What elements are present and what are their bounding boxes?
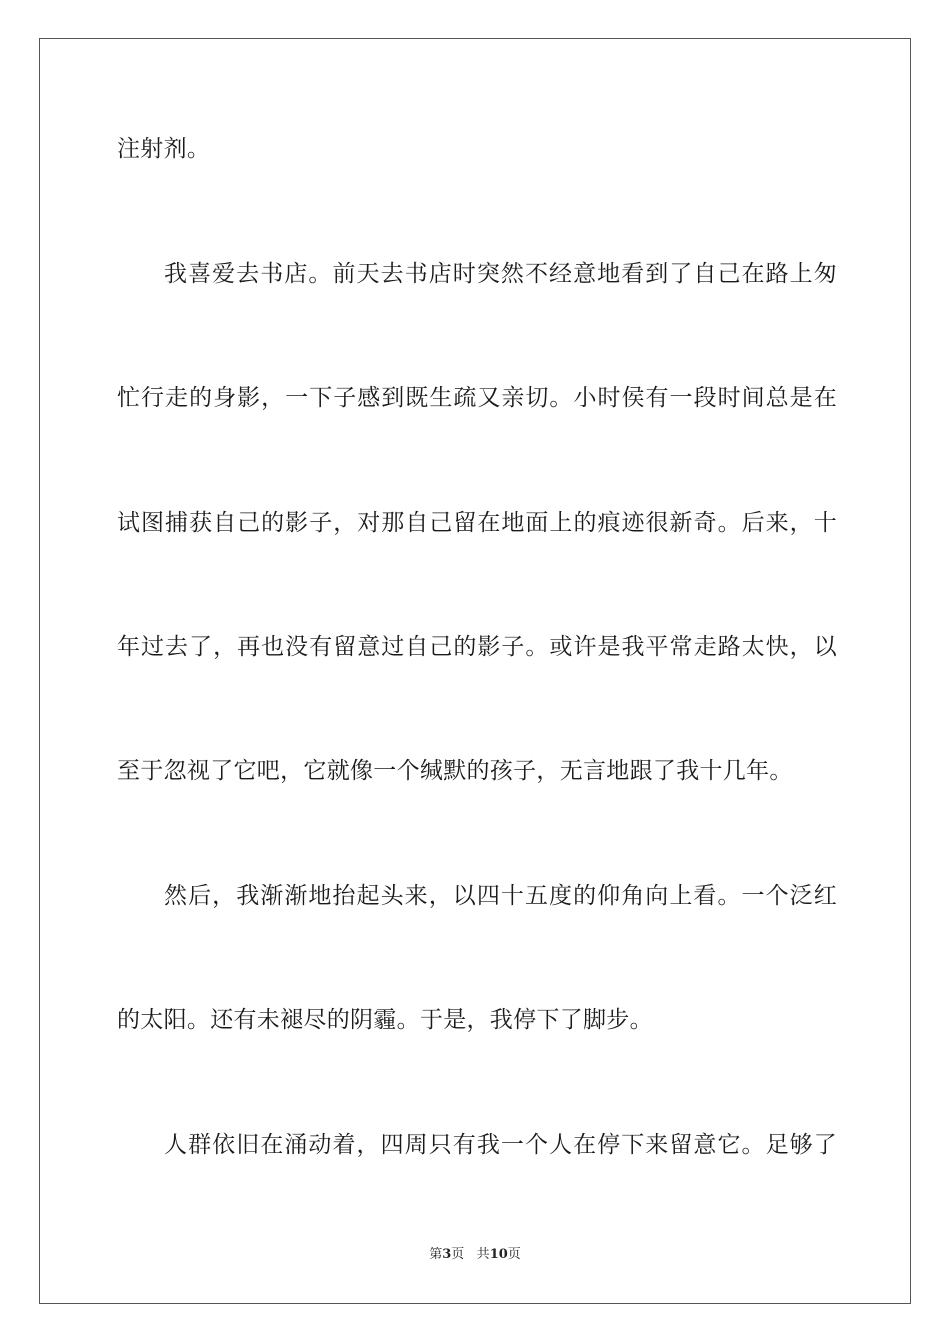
page-label-suffix: 页 bbox=[451, 1247, 465, 1262]
total-page-number: 10 bbox=[489, 1247, 508, 1262]
paragraph-line-9: 人群依旧在涌动着，四周只有我一个人在停下来留意它。足够了 bbox=[164, 1132, 837, 1158]
paragraph-line-4: 试图捕获自己的影子，对那自己留在地面上的痕迹很新奇。后来，十 bbox=[117, 510, 837, 536]
paragraph-line-1: 注射剂。 bbox=[117, 136, 211, 162]
paragraph-line-7: 然后，我渐渐地抬起头来，以四十五度的仰角向上看。一个泛红 bbox=[164, 883, 837, 909]
page-footer bbox=[0, 1246, 950, 1264]
paragraph-line-5: 年过去了，再也没有留意过自己的影子。或许是我平常走路太快，以 bbox=[117, 634, 837, 660]
page-label-prefix: 第 bbox=[429, 1247, 443, 1262]
current-page-number: 3 bbox=[442, 1247, 452, 1262]
paragraph-line-6: 至于忽视了它吧，它就像一个缄默的孩子，无言地跟了我十几年。 bbox=[117, 758, 793, 784]
total-label-prefix: 共 bbox=[476, 1247, 490, 1262]
paragraph-line-3: 忙行走的身影，一下子感到既生疏又亲切。小时侯有一段时间总是在 bbox=[117, 385, 837, 411]
paragraph-line-2: 我喜爱去书店。前天去书店时突然不经意地看到了自己在路上匆 bbox=[164, 261, 837, 287]
page-border bbox=[39, 38, 911, 1304]
paragraph-line-8: 的太阳。还有未褪尽的阴霾。于是，我停下了脚步。 bbox=[117, 1007, 653, 1033]
total-label-suffix: 页 bbox=[507, 1247, 521, 1262]
